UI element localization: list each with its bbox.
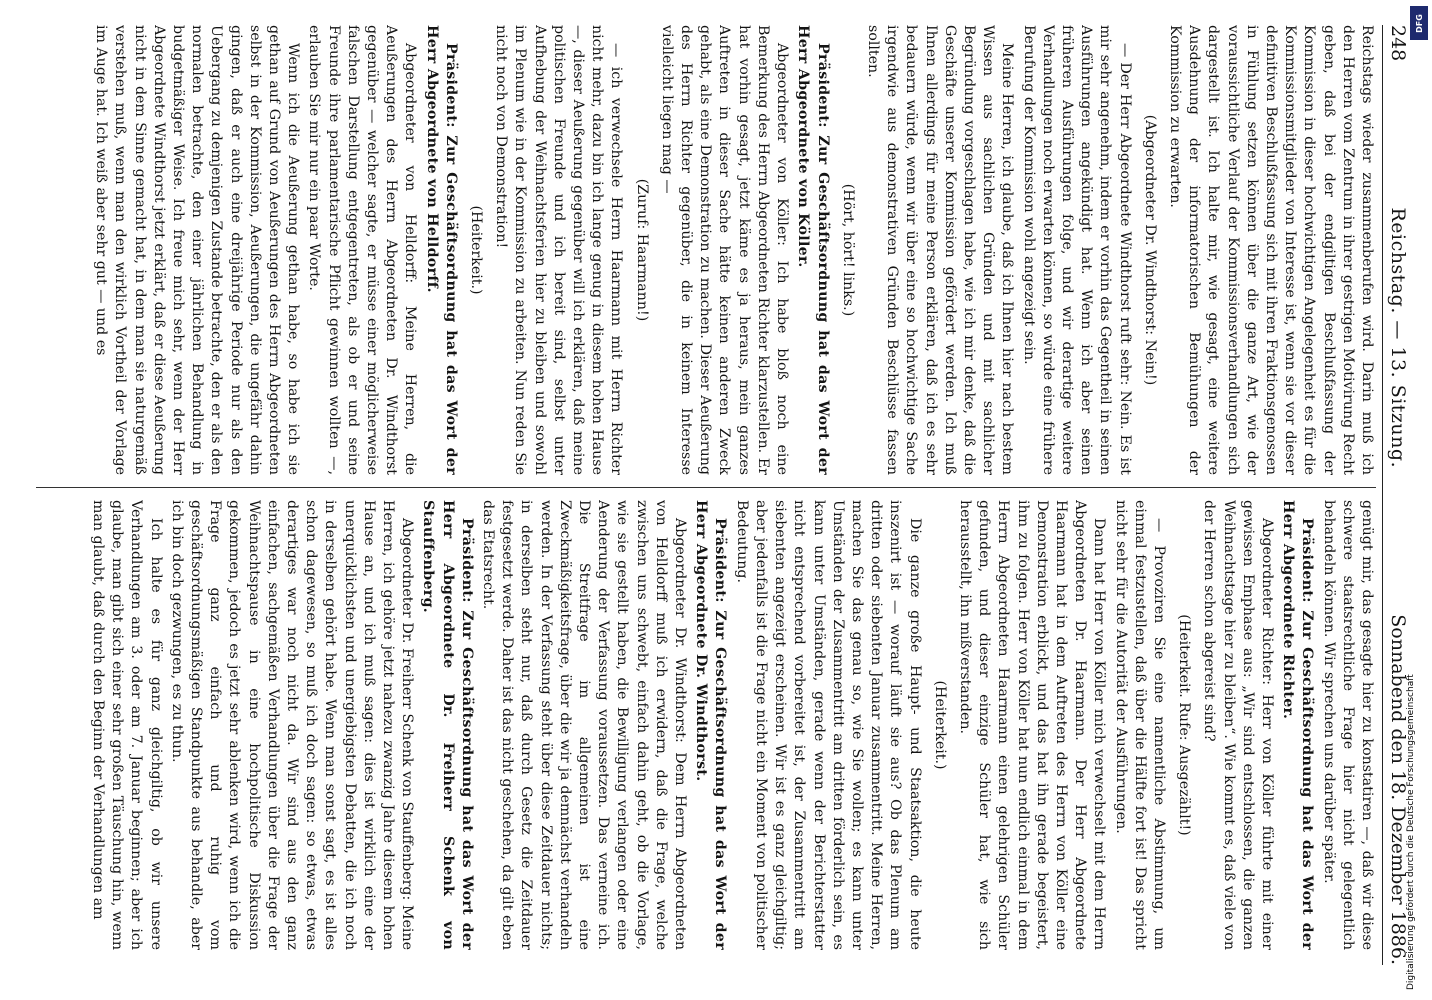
paragraph: Die ganze große Haupt- und Staatsaktion, die heute inszenirt ist — worauf läuft sie aus? Ob das Plenum am dritten oder siebenten Januar zusammentritt. Meine Herren, machen Sie das genau so, wie Sie wollen; es kann unter Umständen der Zusammentritt am dritten förderlich sein, es kann unter Umständen, gerade wenn der Berichterstatter nicht entsprechend vorbereitet ist, der Zusammentritt am siebenten angezeigt erscheinen. Wir ist es ganz gleichgiltig; aber jedenfalls ist die Frage nicht ein Moment von politischer Bedeutung. (733, 500, 923, 950)
right-column (36, 500, 1376, 950)
digitization-credit-strip (1404, 0, 1428, 1000)
paragraph: — Provoziren Sie eine namentliche Abstimmung, um einmal festzustellen, daß über die Hälfte fort ist! Das spricht nicht sehr für die Autorität der Ausführungen. (1112, 500, 1167, 950)
paragraph: Meine Herren, ich glaube, daß ich Ihnen hier nach bestem Wissen aus sachlichen Gründen und mit sachlicher Begründung vorgeschlagen habe, wie ich mir denke, daß die Geschäfte unserer Kommission gefördert werden. Ich muß Ihnen allerdings für meine Person erklären, daß ich es sehr bedauern würde, wenn wir über eine so hochwichtige Sache irgendwie aus demonstrativen Gründen Beschlüsse fassen sollten. (864, 25, 1016, 475)
paragraph: Abgeordneter Dr. Windthorst: Dem Herrn Abgeordneten von Helldorff muß ich erwidern, daß die Frage, welche zwischen uns schwebt, einfach dahin geht, ob die Vorlage, wie sie gestellt haben, die Bewilligung verlangen oder eine Aenderung der Verfassung voraussetzen. Das verneine ich. Die Streitfrage im allgemeinen ist eine Zweckmäßigkeitsfrage, über die wir ja demnächst verhandeln werden. In der Verfassung steht über diese Zeitdauer nichts; in derselben steht nur, daß durch Gesetz die Zeitdauer festgesetzt werde. Daher ist das nicht geschehen, da gilt eben das Etatsrecht. (480, 500, 689, 950)
speaker-paragraph: Präsident: Zur Geschäftsordnung hat das Wort der Herr Abgeordnete von Köller. (795, 25, 831, 475)
dfg-logo (1410, 6, 1428, 40)
speaker-paragraph: Präsident: Zur Geschäftsordnung hat das Wort der Herr Abgeordnete Richter. (1280, 500, 1316, 950)
paragraph: Abgeordneter Richter: Herr von Köller führte mit einer gewissen Emphase aus: „Wir sind entschlossen, die ganzen Weihnachtstage hier zu bleiben“. Wie kommt es, daß viele von der Herren schon abgereist sind? (1201, 500, 1275, 950)
speaker-paragraph: Präsident: Zur Geschäftsordnung hat das Wort der Herr Abgeordnete Dr. Freiherr Schenk von Stauffenberg. (420, 500, 475, 950)
left-column (36, 25, 1376, 475)
paragraph: Dann hat Herr von Köller mich verwechselt mit dem Herrn Abgeordneten Dr. Haarmann. Der Herr Abgeordnete Haarmann hat in dem Auftreten des Herrn von Köller eine Demonstration erblickt, und das hat ihn gerade begeistert, ihm zu folgen. Herr von Köller hat nun endlich einmal in dem Herrn Abgeordneten Haarmann einen gelehrigen Schüler gefunden, und dieser einzige Schüler hat, wie sich herausstellt, ihn mißverstanden. (956, 500, 1108, 950)
paragraph: genügt mir, das gesagte hier zu konstatiren —, daß wir diese schwere staatsrechtliche Frage hier nicht gelegentlich behandeln können. Wir sprechen uns darüber später. (1320, 500, 1375, 950)
column-rule (36, 487, 1376, 488)
interjection: (Heiterkeit.) (468, 205, 485, 295)
paragraph: — Der Herr Abgeordnete Windthorst ruft sehr: Nein. Es ist mir sehr angenehm, indem er vorhin das Gegentheil in seinen Ausführungen angekündigt hat. Wenn ich aber seinen früheren Ausführungen folge, und wir derartige weitere Verhandlungen noch erwarten können, so würde eine frühere Berufung der Kommission wohl angezeigt sein. (1020, 25, 1133, 475)
interjection: (Heiterkeit.) (931, 680, 948, 770)
paragraph: Wenn ich die Aeußerung gethan habe, so habe ich sie gethan auf Grund von Aeußerungen des Herrn Abgeordneten selbst in der Kommission, Aeußerungen, die ungefähr dahin gingen, daß er auch eine dreijährige Periode nur als den Uebergang zu demjenigen Zustande betrachte, den er als den normalen betrachte, den einer jährlichen Behandlung in budgetmäßiger Weise. Ich freue mich sehr, wenn der Herr Abgeordnete Windthorst jetzt erklärt, daß er diese Aeußerung nicht in dem Sinne gemacht hat, in dem man sie naturgemäß verstehen muß, wenn man den wirklich Vortheil der Vorlage im Auge hat. Ich weiß aber sehr gut — und es (93, 25, 302, 475)
dfg-logo-text: DFG (1414, 13, 1424, 33)
paragraph: Abgeordneter Dr. Freiherr Schenk von Stauffenberg: Meine Herren, ich gehöre jetzt nahezu zwanzig Jahre diesem hohen Hause an, und ich muß sagen: dies ist wirklich eine der unerquicklichsten und unergiebigsten Debatten, die ich noch in derselben gehört habe. Wenn man sonst sagt, es ist alles schon dagewesen, so muß ich doch sagen: so etwas, etwas derartiges war noch nicht da. Wir sind aus den ganz einfachen, sachgemäßen Verhandlungen über die Frage der Weihnachtspause in eine hochpolitische Diskussion gekommen, jedoch es jetzt sehr ablenken wird, wenn ich die Frage ganz einfach und ruhig vom geschäftsordnungsmäßigen Standpunkte aus behandle, aber ich bin doch gezwungen, es zu thun. (168, 500, 416, 950)
interjection: (Zuruf: Haarmann!) (633, 178, 650, 322)
paragraph: Abgeordneter von Helldorff: Meine Herren, die Aeußerungen des Herrn Abgeordneten Dr. Windthorst gegenüber — welcher sagte, er müsse einer möglicherweise falschen Darstellung entgegentreten, als ob er und seine Freunde ihre parlamentarische Pflicht gewinnen wollten —, erlauben Sie mir nur ein paar Worte. (306, 25, 419, 475)
digitization-credit: Digitalisierung gefördert durch die Deutsche Forschungsgemeinschaft (1406, 674, 1416, 990)
rotated-page-content (26, 25, 1416, 965)
page-number: 248 (1387, 25, 1409, 62)
text-columns (36, 25, 1376, 965)
speaker-paragraph: Präsident: Zur Geschäftsordnung hat das Wort der Herr Abgeordnete von Helldorff. (423, 25, 459, 475)
paragraph: Abgeordneter von Köller: Ich habe bloß noch eine Bemerkung des Herrn Abgeordneten Richter klarzustellen. Er hat vorhin gesagt, jetzt käme es ja heraus, mein ganzes Auftreten in dieser Sache hätte keinen anderen Zweck gehabt, als eine Demonstration zu machen. Dieser Aeußerung des Herrn Richter gegenüber, die in keinem Interesse vielleicht liegen mag — (658, 25, 791, 475)
paragraph: — ich verwechsele Herrn Haarmann mit Herrn Richter nicht mehr, dazu bin ich lange genug in diesem hohen Hause —, dieser Aeußerung gegenüber will ich erklären, daß meine politischen Freunde und ich bereit sind, selbst unter Aufhebung der Weihnachtsferien hier zu bleiben und sowohl im Plenum wie in der Kommission zu arbeiten. Nun reden Sie nicht noch von Demonstration! (493, 25, 625, 475)
paragraph: Ich halte es für ganz gleichgiltig, ob wir unsere Verhandlungen am 3. oder am 7. Januar beginnen; aber ich glaube, man gibt sich einer sehr großen Täuschung hin, wenn man glaubt, daß durch den Beginn der Verhandlungen am (90, 500, 164, 950)
paragraph: Reichstags wieder zusammenberufen wird. Darin muß ich den Herren vom Zentrum in ihrer gestrigen Motivirung Recht geben, daß bei der endgiltigen Beschlußfassung der Kommission in dieser hochwichtigen Angelegenheit es für die Kommissionsmitglieder von Interesse ist, wenn sie vor dieser definitiven Beschlußfassung sich mit ihren Fraktionsgenossen in Fühlung setzen können über die ganze Art, wie der voraussichtliche Verlauf der Kommissionsverhandlungen sich dargestellt ist. Ich halte mir, wie gesagt, eine weitere Ausdehnung der informatorischen Bemühungen der Kommission zu erwarten. (1166, 25, 1375, 475)
session-title: Reichstag. — 13. Sitzung. (1387, 207, 1409, 469)
interjection: (Heiterkeit. Rufe: Ausgezählt!) (1176, 614, 1193, 836)
speaker-paragraph: Präsident: Zur Geschäftsordnung hat das Wort der Herr Abgeordnete Dr. Windthorst. (693, 500, 729, 950)
interjection: (Abgeordneter Dr. Windthorst: Nein!) (1141, 114, 1158, 386)
interjection: (Hört, hört! links.) (839, 183, 856, 317)
session-date: Sonnabend den 18. Dezember 1886. (1387, 614, 1409, 965)
